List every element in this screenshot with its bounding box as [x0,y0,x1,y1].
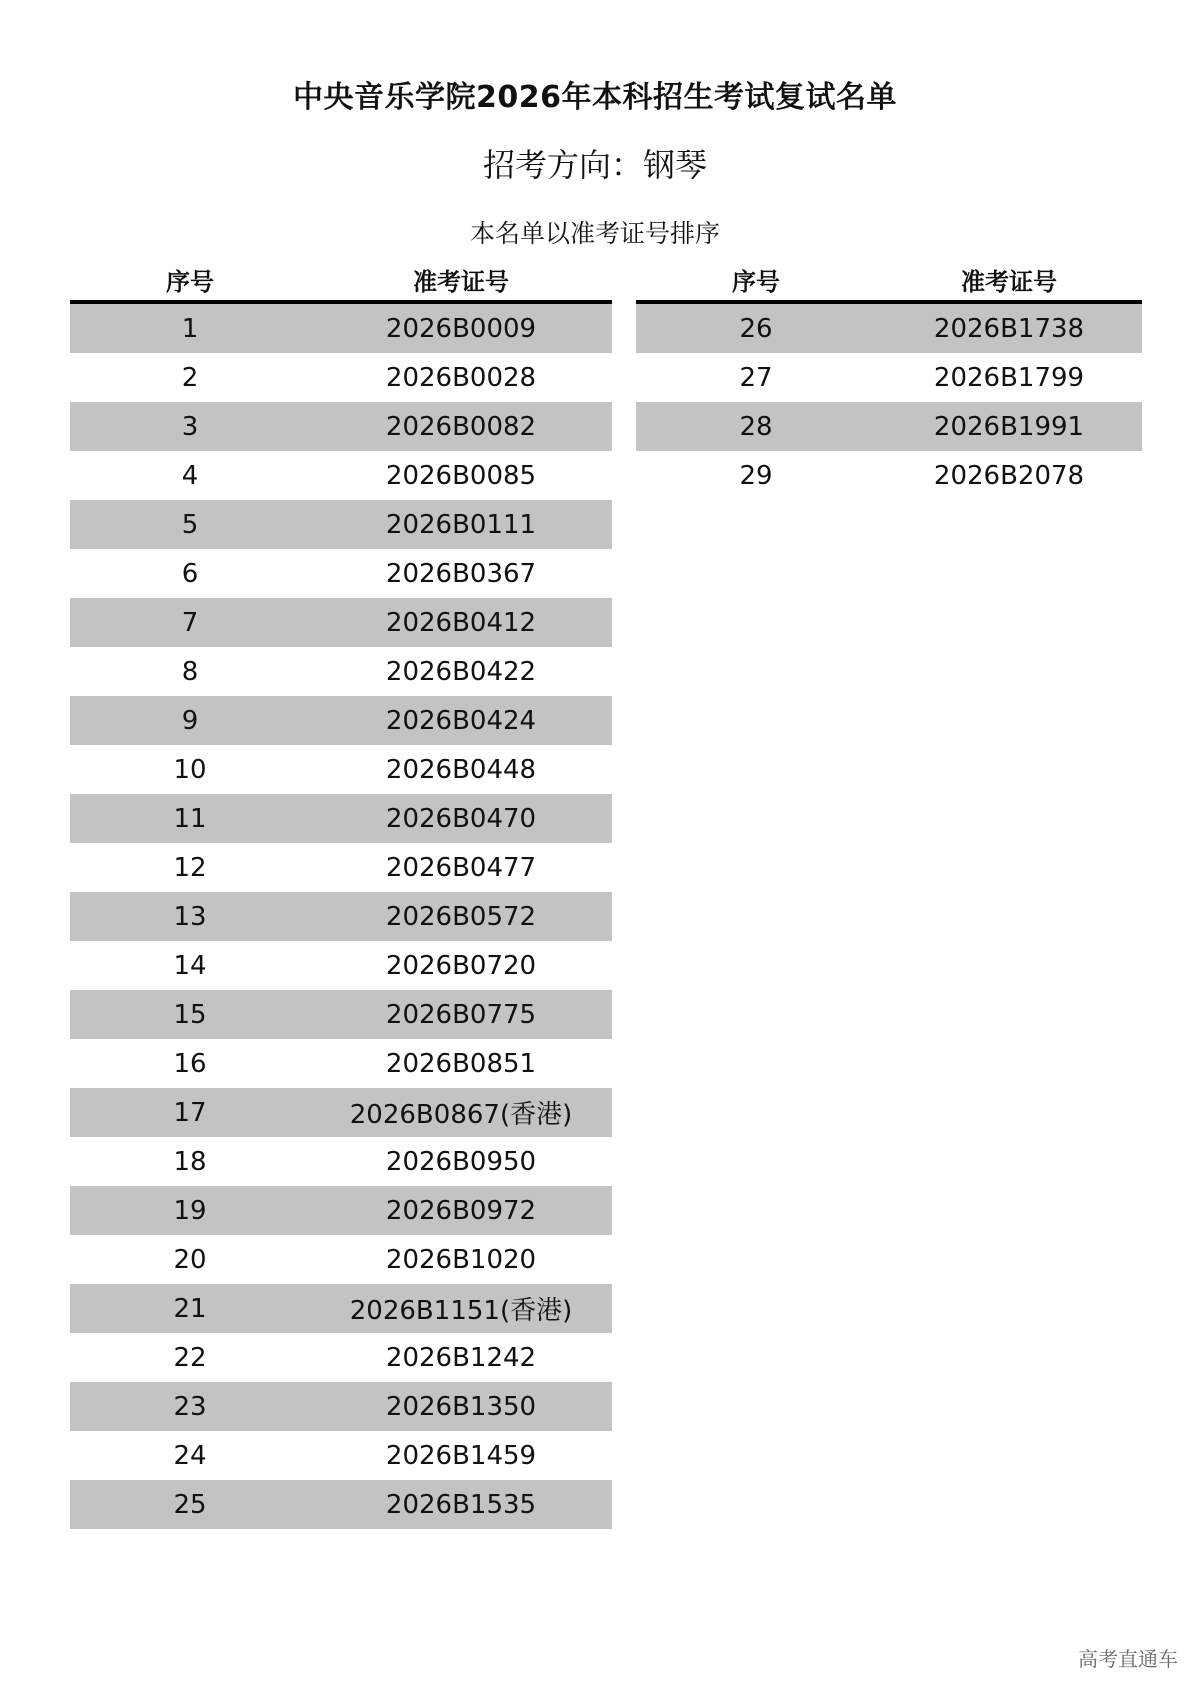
row-seq: 21 [173,1293,207,1324]
row-seq: 17 [173,1097,207,1128]
row-exam-id: 2026B0085 [385,460,537,491]
document-subtitle: 招考方向：钢琴 [482,146,707,184]
row-exam-id: 2026B0775 [385,999,537,1030]
table-row [70,843,612,892]
row-exam-id: 2026B0111 [385,509,537,540]
row-seq: 6 [181,558,199,589]
table-body [636,304,1142,500]
table-row [70,1039,612,1088]
row-seq: 13 [173,901,207,932]
row-exam-id: 2026B0009 [385,313,537,344]
row-exam-id: 2026B0470 [385,803,537,834]
row-seq: 23 [173,1391,207,1422]
table-row [70,696,612,745]
row-seq: 19 [173,1195,207,1226]
row-seq: 15 [173,999,207,1030]
table-row [70,1284,612,1333]
table-row [70,598,612,647]
table-row [70,451,612,500]
row-seq: 11 [173,803,207,834]
row-exam-id: 2026B0950 [385,1146,537,1177]
row-seq: 2 [181,362,199,393]
table-row [636,304,1142,353]
row-seq: 16 [173,1048,207,1079]
row-exam-id: 2026B1020 [385,1244,537,1275]
header-seq: 序号 [732,267,780,296]
row-exam-id: 2026B1799 [933,362,1085,393]
table-row [70,794,612,843]
table-row [70,402,612,451]
row-seq: 3 [181,411,199,442]
row-seq: 7 [181,607,199,638]
table-row [70,892,612,941]
header-exam-id: 准考证号 [961,267,1057,296]
row-exam-id: 2026B0424 [385,705,537,736]
table-left-column [70,258,612,1529]
row-exam-id: 2026B0851 [385,1048,537,1079]
table-row [636,353,1142,402]
row-exam-id: 2026B0028 [385,362,537,393]
row-exam-id: 2026B0448 [385,754,537,785]
table-row [70,1480,612,1529]
row-seq: 9 [181,705,199,736]
table-row [70,1186,612,1235]
row-seq: 24 [173,1440,207,1471]
row-seq: 1 [181,313,199,344]
header-seq: 序号 [166,267,214,296]
header-exam-id: 准考证号 [413,267,509,296]
row-exam-id: 2026B1151(香港) [349,1296,573,1326]
row-exam-id: 2026B0367 [385,558,537,589]
row-seq: 25 [173,1489,207,1520]
row-seq: 27 [739,362,773,393]
table-body [70,304,612,1529]
document-title: 中央音乐学院2026年本科招生考试复试名单 [293,80,897,115]
table-row [70,549,612,598]
row-exam-id: 2026B0477 [385,852,537,883]
table-row [70,1088,612,1137]
row-exam-id: 2026B0572 [385,901,537,932]
row-exam-id: 2026B1991 [933,411,1085,442]
row-exam-id: 2026B0412 [385,607,537,638]
row-exam-id: 2026B0422 [385,656,537,687]
row-seq: 4 [181,460,199,491]
table-row [70,1137,612,1186]
row-exam-id: 2026B0867(香港) [349,1100,573,1130]
row-exam-id: 2026B0082 [385,411,537,442]
row-seq: 5 [181,509,199,540]
table-row [70,1235,612,1284]
row-exam-id: 2026B1738 [933,313,1085,344]
table-row [70,990,612,1039]
row-seq: 22 [173,1342,207,1373]
table-row [70,745,612,794]
row-seq: 12 [173,852,207,883]
sort-note: 本名单以准考证号排序 [469,219,720,248]
table-row [70,304,612,353]
row-exam-id: 2026B1535 [385,1489,537,1520]
row-seq: 29 [739,460,773,491]
row-seq: 18 [173,1146,207,1177]
row-exam-id: 2026B1242 [385,1342,537,1373]
row-seq: 26 [739,313,773,344]
table-row [636,402,1142,451]
table-row [70,1431,612,1480]
table-row [70,941,612,990]
table-right-column [636,258,1142,500]
table-row [70,647,612,696]
row-seq: 20 [173,1244,207,1275]
table-row [636,451,1142,500]
table-row [70,353,612,402]
row-seq: 28 [739,411,773,442]
table-row [70,500,612,549]
row-exam-id: 2026B1350 [385,1391,537,1422]
table-header [70,258,612,304]
row-exam-id: 2026B1459 [385,1440,537,1471]
row-exam-id: 2026B2078 [933,460,1085,491]
table-header [636,258,1142,304]
row-exam-id: 2026B0972 [385,1195,537,1226]
watermark: 高考直通车 [1078,1647,1178,1671]
row-exam-id: 2026B0720 [385,950,537,981]
row-seq: 14 [173,950,207,981]
table-row [70,1382,612,1431]
row-seq: 10 [173,754,207,785]
row-seq: 8 [181,656,199,687]
table-row [70,1333,612,1382]
